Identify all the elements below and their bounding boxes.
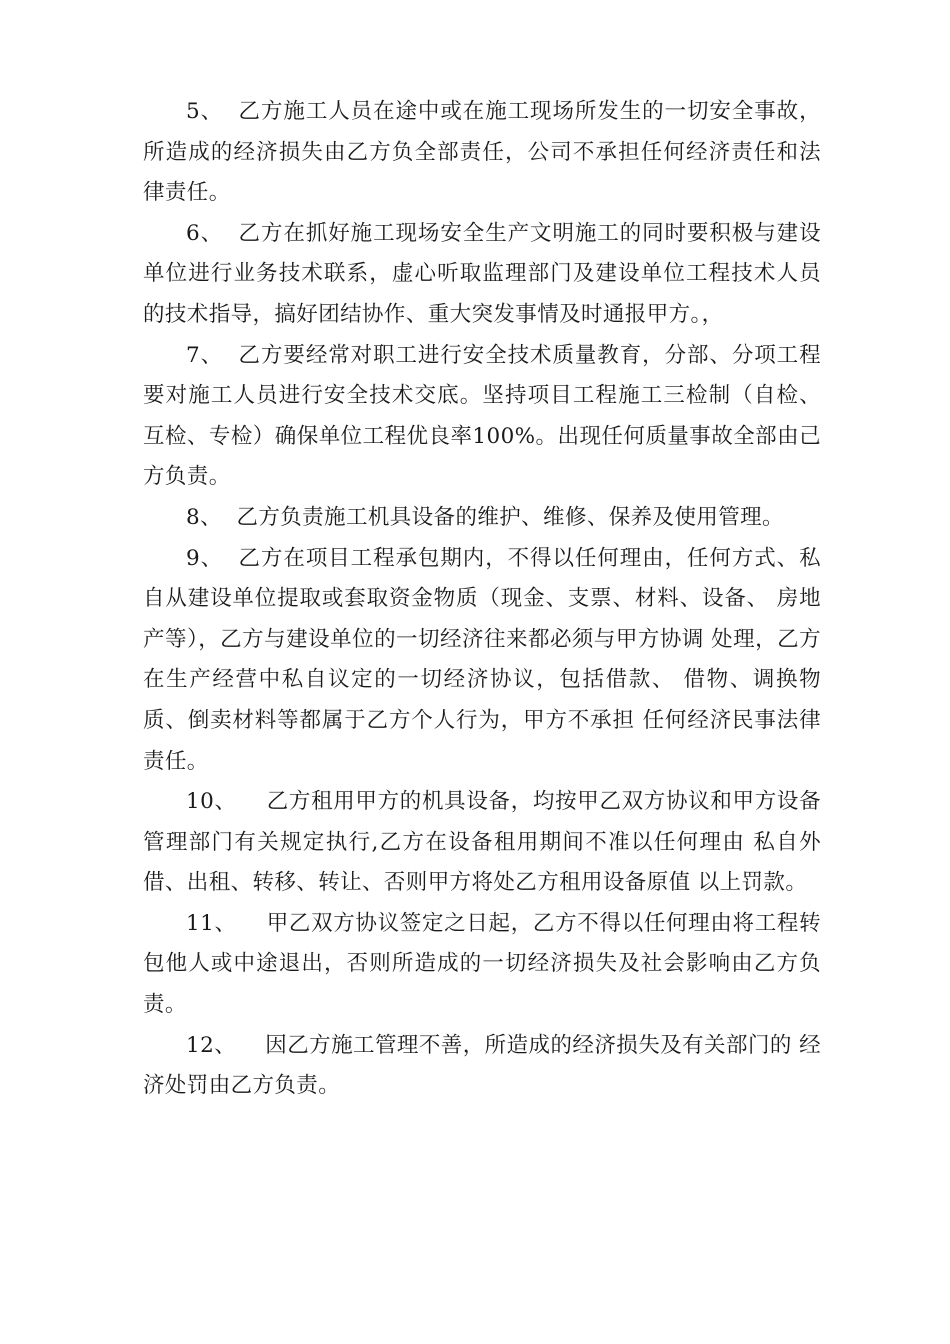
- clause-7: [143, 336, 821, 498]
- clause-number: 10、: [186, 789, 237, 815]
- clause-text: 乙方施工人员在途中或在施工现场所发生的一切安全事故，所造成的经济损失由乙方负全部责任，公司不承担任何经济责任和法律责任。: [143, 99, 822, 206]
- clause-text: 乙方负责施工机具设备的维护、维修、保养及使用管理。: [236, 504, 784, 530]
- clause-number: 6、: [186, 220, 224, 246]
- clause-6: [143, 214, 821, 336]
- clause-5: [143, 92, 821, 214]
- clause-9: [143, 539, 821, 783]
- clause-8: [143, 498, 821, 539]
- document-body: [143, 92, 821, 1107]
- clause-12: [143, 1026, 821, 1107]
- clause-number: 7、: [186, 342, 224, 368]
- clause-text: 因乙方施工管理不善，所造成的经济损失及有关部门的 经济处罚由乙方负责。: [143, 1032, 821, 1099]
- clause-text: 乙方要经常对职工进行安全技术质量教育，分部、分项工程要对施工人员进行安全技术交底。坚持项目工程施工三检制（自检、互检、专检）确保单位工程优良率100%。出现任何质量事故全部由己方负责。: [143, 342, 822, 490]
- clause-number: 12、: [186, 1032, 237, 1058]
- clause-number: 11、: [186, 910, 237, 936]
- clause-number: 5、: [186, 99, 224, 124]
- clause-number: 9、: [186, 545, 224, 571]
- clause-number: 8、: [186, 504, 222, 530]
- clause-10: [143, 782, 821, 904]
- clause-text: 乙方在项目工程承包期内，不得以任何理由，任何方式、私自从建设单位提取或套取资金物质（现金、支票、材料、设备、 房地产等），乙方与建设单位的一切经济往来都必须与甲方协调 处理，乙方在生产经营中私自议定的一切经济协议，包括借款、 借物、调换物质、倒卖材料等都属于乙方个人行为，甲方不承担 任何经济民事法律责任。: [143, 545, 822, 774]
- clause-text: 甲乙双方协议签定之日起，乙方不得以任何理由将工程转包他人或中途退出，否则所造成的一切经济损失及社会影响由乙方负责。: [143, 910, 821, 1018]
- clause-text: 乙方在抓好施工现场安全生产文明施工的同时要积极与建设单位进行业务技术联系，虚心听取监理部门及建设单位工程技术人员的技术指导，搞好团结协作、重大突发事情及时通报甲方。，: [143, 220, 822, 327]
- clause-text: 乙方租用甲方的机具设备，均按甲乙双方协议和甲方设备管理部门有关规定执行,乙方在设备租用期间不准以任何理由 私自外借、出租、转移、转让、否则甲方将处乙方租用设备原值 以上罚款。: [143, 789, 821, 896]
- clause-11: [143, 904, 821, 1026]
